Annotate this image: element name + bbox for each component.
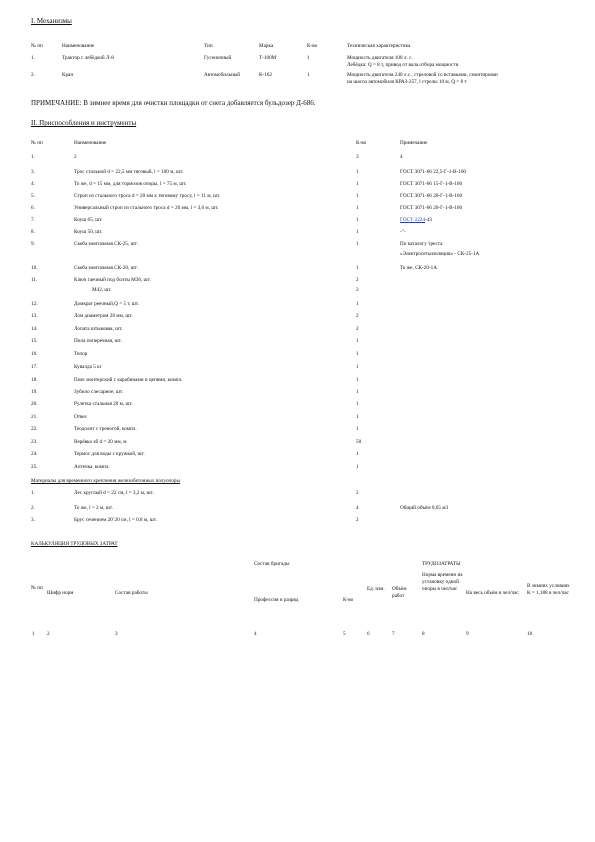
s1-row-num: 1.: [31, 55, 35, 61]
row-name: Топор: [74, 351, 88, 357]
row-num: 18.: [31, 377, 38, 383]
s3-number-cell: 5: [343, 631, 346, 637]
row-qty: 1: [356, 464, 359, 470]
row-qty: 1: [356, 205, 359, 211]
s1-header-brand: Марка: [259, 43, 274, 49]
row-name: Брус сечением 20´20 см, l = 0,8 м, шт.: [74, 517, 157, 523]
row-num: 16.: [31, 351, 38, 357]
labor-group-header: ТРУДОЗАТРАТЫ: [422, 561, 461, 567]
row-num: 3.: [31, 169, 35, 175]
row-qty: 1: [356, 301, 359, 307]
s2-header-num: № пп: [31, 140, 43, 146]
row-note: ГОСТ 3071-66 15-Г-1-В-160: [400, 181, 463, 187]
row-qty: 1: [356, 338, 359, 344]
s1-row-spec: Мощность двигателя 240 л.с., стреловой со вставками, смонтирован: [347, 72, 498, 78]
section1-title: I. Механизмы: [31, 17, 72, 25]
row-note: То же, СК-20-1А: [400, 265, 437, 271]
s3-header-winter: В зимних условиях К = 1,188 в чел/час: [527, 583, 570, 596]
row-qty: 1: [356, 364, 359, 370]
row-name: Термос для воды с кружкой, шт.: [74, 451, 145, 457]
s2-header-qty: К-во: [356, 140, 367, 146]
row-num: 12.: [31, 301, 38, 307]
row-qty: 2: [356, 490, 359, 496]
s2-header-name: Наименование: [74, 140, 107, 146]
section2-title: II. Приспособления и инструменты: [31, 119, 137, 127]
row-qty: 1: [356, 241, 359, 247]
s3-header-norm: Норма времени на установку одной опоры в чел/час: [422, 572, 463, 592]
s1-row-type: Гусеничный: [204, 55, 232, 61]
s1-row-qty: 1: [307, 72, 310, 78]
row-note-cont: «Электросетьизоляция» - СК-25-1А: [400, 251, 480, 257]
row-qty: 2: [356, 277, 359, 283]
row-qty: 1: [356, 451, 359, 457]
s1-row-spec-cont: Лебёдка: Q = 8 т, привод от вала отбора мощности: [347, 62, 459, 68]
row-num: 11.: [31, 277, 38, 283]
row-num: 23.: [31, 439, 38, 445]
row-qty: 1: [356, 265, 359, 271]
row-note: 4: [400, 154, 403, 160]
row-num: 3.: [31, 517, 35, 523]
row-name: Лом диаметром 28 мм, шт.: [74, 313, 133, 319]
row-num: 14.: [31, 326, 38, 332]
materials-title: Материалы для временного крепления железобетонных полуопоры: [31, 478, 181, 484]
row-qty: 1: [356, 401, 359, 407]
row-name: Аптечка, компл.: [74, 464, 110, 470]
row-note: По каталогу треста: [400, 241, 443, 247]
row-name: Рулетка стальная 20 м, шт.: [74, 401, 133, 407]
row-num: 17.: [31, 364, 38, 370]
row-name: Трос стальной d = 22,5 мм тяговый, l = 100 м, шт.: [74, 169, 184, 175]
row-note: [400, 217, 432, 224]
note-paragraph: ПРИМЕЧАНИЕ: В зимнее время для очистки площадки от снега добавляется бульдозер Д-686.: [31, 99, 316, 107]
s3-number-cell: 2: [47, 631, 50, 637]
s3-header-total: На весь объём в чел/час: [466, 590, 519, 596]
s1-row-qty: 1: [307, 55, 310, 61]
row-num: 8.: [31, 229, 35, 235]
s3-header-volume: Объём работ: [392, 586, 407, 599]
s1-header-name: Наименование: [62, 43, 95, 49]
row-qty: 3: [356, 154, 359, 160]
row-qty: 1: [356, 377, 359, 383]
row-name: Коуш 65, шт.: [74, 217, 103, 223]
row-num: 15.: [31, 338, 38, 344]
row-num: 22.: [31, 426, 38, 432]
s1-row-name: Кран: [62, 72, 74, 78]
row-qty: 1: [356, 229, 359, 235]
row-name: Теодолит с треногой, компл.: [74, 426, 137, 432]
row-name: Ключ гаечный под болты М36, шт.: [74, 277, 151, 283]
row-name: Строп из стального троса d = 20 мм к тяговому тросу, l = 11 м, шт.: [74, 193, 221, 199]
row-num: 9.: [31, 241, 35, 247]
row-qty: 2: [356, 517, 359, 523]
row-name: Пояс монтерский с карабинами и цепями, компл.: [74, 377, 183, 383]
row-num: 24.: [31, 451, 38, 457]
row-qty-cont: 2: [356, 287, 359, 293]
row-name: То же, d = 15 мм, для тормозов опоры, l = 75 м, шт.: [74, 181, 187, 187]
s3-number-cell: 9: [466, 631, 469, 637]
s1-row-num: 2.: [31, 72, 35, 78]
brigade-group-header: Состав бригады: [254, 561, 290, 567]
s3-number-cell: 8: [422, 631, 425, 637]
row-qty: 1: [356, 181, 359, 187]
row-name: Скоба монтажная СК-25, шт.: [74, 241, 138, 247]
row-name: Домкрат реечный,Q = 5 т, шт.: [74, 301, 139, 307]
row-name: Пила поперечная, шт.: [74, 338, 122, 344]
s3-header-num: № пп: [31, 585, 43, 591]
row-num: 21.: [31, 414, 38, 420]
s1-header-num: № пп: [31, 43, 43, 49]
s3-number-cell: 10: [527, 631, 533, 637]
row-note: -"-: [400, 229, 406, 235]
s3-number-cell: 7: [392, 631, 395, 637]
row-note: ГОСТ 3071-66 20-Г-1-В-160: [400, 193, 463, 199]
row-qty: 50: [356, 439, 362, 445]
row-num: 1.: [31, 154, 35, 160]
row-num: 6.: [31, 205, 35, 211]
row-note: ГОСТ 3071-66 20-Г-1-В-160: [400, 205, 463, 211]
row-qty: 2: [356, 326, 359, 332]
row-name: Лес круглый d = 22 см, l = 3,2 м, шт.: [74, 490, 154, 496]
s2-header-note: Примечание: [400, 140, 428, 146]
row-num: 20.: [31, 401, 38, 407]
gost-link[interactable]: ГОСТ 2224: [400, 217, 425, 223]
row-name: Верёвка хб d = 20 мм, м: [74, 439, 127, 445]
s3-header-code: Шифр норм: [47, 590, 74, 596]
s3-header-unit: Ед. изм.: [367, 586, 385, 592]
s3-header-qty: К-во: [343, 597, 354, 603]
row-name: Скоба монтажная СК-20, шт.: [74, 265, 138, 271]
row-name-cont: М42, шт.: [92, 287, 112, 293]
row-qty: 1: [356, 426, 359, 432]
row-qty: 4: [356, 505, 359, 511]
row-name: Отвес: [74, 414, 88, 420]
row-qty: 1: [356, 169, 359, 175]
row-num: 19.: [31, 389, 38, 395]
row-name: То же, l = 2 м, шт.: [74, 505, 113, 511]
row-note: Общий объём 0,65 м3: [400, 505, 449, 511]
row-num: 10.: [31, 265, 38, 271]
row-qty: 1: [356, 389, 359, 395]
row-qty: 1: [356, 351, 359, 357]
s1-row-spec: Мощность двигателя 108 л. с.: [347, 55, 413, 61]
row-name: 2: [74, 154, 77, 160]
s1-row-type: Автомобильный: [204, 72, 241, 78]
s1-row-brand: Т-100М: [259, 55, 277, 61]
row-name: Кувалда 5 кг: [74, 364, 102, 370]
row-qty: 1: [356, 414, 359, 420]
row-num: 7.: [31, 217, 35, 223]
row-num: 25.: [31, 464, 38, 470]
s1-row-brand: К-162: [259, 72, 272, 78]
s1-row-spec-cont: на шасси автомобиля КРАЗ-257, l стрелы 10 м, Q = 8 т: [347, 79, 467, 85]
row-name: Зубило слесарное, шт.: [74, 389, 124, 395]
row-num: 5.: [31, 193, 35, 199]
row-name: Коуш 50, шт.: [74, 229, 103, 235]
s3-number-cell: 4: [254, 631, 257, 637]
s3-header-works: Состав работы: [115, 590, 148, 596]
section3-title: КАЛЬКУЛЯЦИЯ ТРУДОВЫХ ЗАТРАТ: [31, 541, 118, 547]
row-num: 4.: [31, 181, 35, 187]
row-num: 1.: [31, 490, 35, 496]
s1-header-qty: К-во: [307, 43, 318, 49]
row-num: 2.: [31, 505, 35, 511]
s3-header-profession: Профессия и разряд: [254, 597, 299, 603]
row-note-suffix: -43: [424, 217, 432, 223]
row-name: Лопата штыковая, шт.: [74, 326, 123, 332]
s1-header-spec: Техническая характеристика: [347, 43, 411, 49]
row-num: 13.: [31, 313, 38, 319]
row-note: ГОСТ 3071-66 22,5-Г-1-В-160: [400, 169, 467, 175]
row-qty: 1: [356, 193, 359, 199]
s3-number-cell: 6: [367, 631, 370, 637]
s1-header-type: Тип: [204, 43, 213, 49]
row-qty: 2: [356, 313, 359, 319]
row-qty: 1: [356, 217, 359, 223]
row-name: Универсальный строп из стального троса d = 20 мм, l = 3,6 м, шт.: [74, 205, 219, 211]
s1-row-name: Трактор с лебёдкой Л-8: [62, 55, 114, 61]
s3-number-cell: 1: [32, 631, 35, 637]
s3-number-cell: 3: [115, 631, 118, 637]
